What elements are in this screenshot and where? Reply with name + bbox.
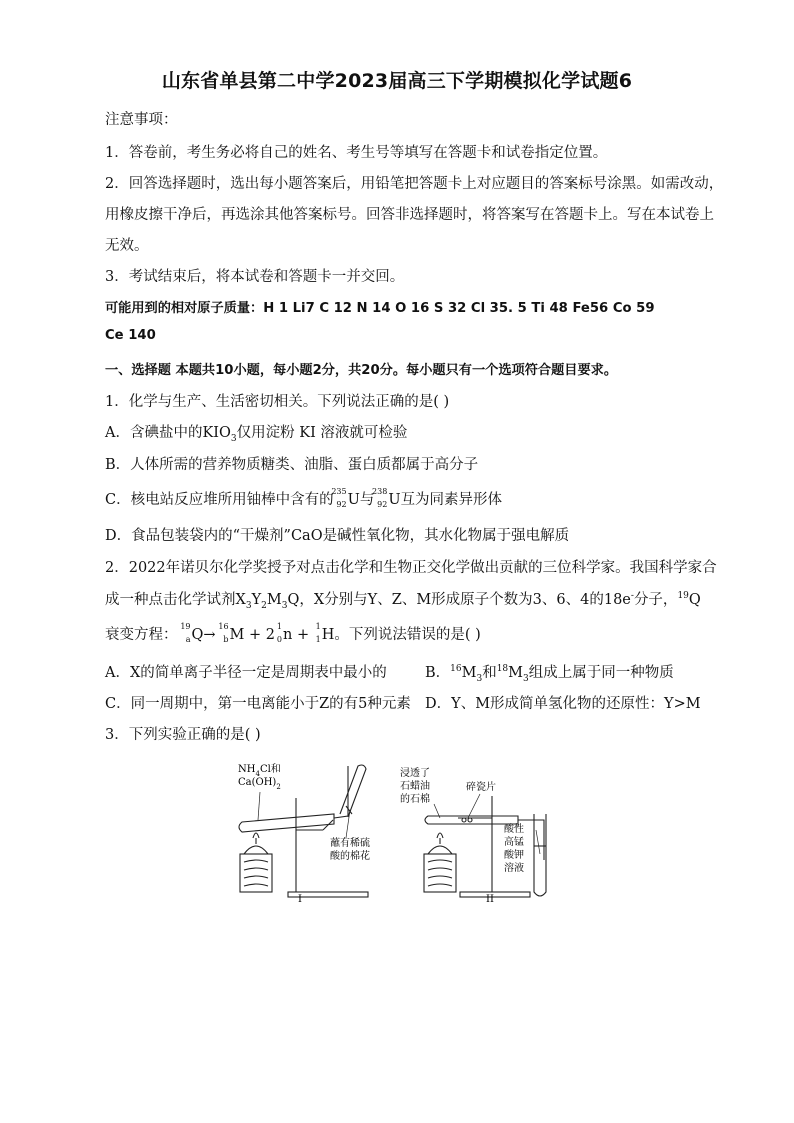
atomic-masses-line-1: 可能用到的相对原子质量：H 1 Li7 C 12 N 14 O 16 S 32 Cl 35. 5 Ti 48 Fe56 Co 59 (105, 301, 655, 316)
q2-option-c: C．同一周期中，第一电离能小于Z的有5种元素 (105, 696, 411, 712)
section-1-heading: 一、选择题 本题共10小题，每小题2分，共20分。每小题只有一个选项符合题目要求。 (105, 363, 618, 378)
q1-option-a: A．含碘盐中的$KIO_3$仅用淀粉 KI 溶液就可检验 (105, 425, 408, 444)
fig2-left-label-1: 浸透了 (400, 768, 430, 779)
q2-decay-equation: 衰变方程： 19 a Q→ 16 b M + 2 1 0 n + 1 1 H。下列说法错误的是( ) (105, 622, 481, 644)
notice-item-3: 3．考试结束后，将本试卷和答题卡一并交回。 (105, 269, 405, 285)
q1-option-c: C．核电站反应堆所用铀棒中含有的 235 92 U与 238 92 U互为同素异形体 (105, 487, 503, 509)
collection-tube-1 (340, 765, 366, 817)
q2-option-d: D．Y、M形成简单氢化物的还原性：Y>M (425, 696, 701, 712)
notice-heading: 注意事项： (105, 112, 178, 128)
q3-apparatus-figure (228, 758, 568, 908)
alcohol-lamp-2 (428, 846, 452, 854)
notice-item-2: 2．回答选择题时，选出每小题答案后，用铅笔把答题卡上对应题目的答案标号涂黑。如需改动， (105, 176, 724, 192)
stand-base-2 (460, 892, 530, 897)
q2-stem-line-2: 成一种点击化学试剂$X_3Y_2M_3Q$，X分别与Y、Z、M形成原子个数为3、6、4的18e-分子，$^{19}$Q (105, 591, 701, 611)
alcohol-lamp-1 (244, 846, 268, 854)
test-tube-1 (239, 814, 334, 832)
page-title: 山东省单县第二中学2023届高三下学期模拟化学试题6 (161, 70, 633, 92)
fig2-left-label-2: 石蜡油 (400, 781, 430, 792)
flame-2 (437, 833, 443, 838)
q2-stem-line-1: 2．2022年诺贝尔化学奖授予对点击化学和生物正交化学做出贡献的三位科学家。我国科学家合 (105, 560, 717, 576)
fig2-right-label-3: 酸钾 (504, 850, 524, 861)
fig2-top-label: 碎瓷片 (466, 782, 496, 793)
fig2-label: II (486, 894, 494, 905)
fig2-right-label-4: 溶液 (504, 863, 524, 874)
isotope-u235: 235 92 (331, 487, 347, 509)
notice-item-1: 1．答卷前，考生务必将自己的姓名、考生号等填写在答题卡和试卷指定位置。 (105, 145, 608, 161)
fig1-label: I (298, 894, 302, 905)
q2-option-a: A．X的简单离子半径一定是周期表中最小的 (105, 665, 387, 681)
fig2-left-label-3: 的石棉 (400, 794, 430, 805)
isotope-u238: 238 92 (372, 487, 388, 509)
q1-option-b: B．人体所需的营养物质糖类、油脂、蛋白质都属于高分子 (105, 457, 479, 473)
q2-option-b: B．$^{16}M_3$和$^{18}M_3$组成上属于同一种物质 (425, 664, 674, 684)
fig2-right-label-1: 酸性 (504, 824, 524, 835)
porcelain-chips (462, 818, 466, 822)
fig1-reagent-line-1: $NH_4Cl$和 (238, 764, 281, 778)
fig2-right-label-2: 高锰 (504, 837, 524, 848)
q1-stem: 1．化学与生产、生活密切相关。下列说法正确的是( ) (105, 394, 450, 410)
notice-item-2-cont: 用橡皮擦干净后，再选涂其他答案标号。回答非选择题时，将答案写在答题卡上。写在本试卷上 (105, 207, 714, 223)
flame-1 (253, 833, 259, 838)
notice-item-2-end: 无效。 (105, 238, 149, 254)
fig1-reagent-line-2: $Ca(OH)_2$ (238, 777, 281, 791)
q3-stem: 3．下列实验正确的是( ) (105, 727, 261, 743)
fig1-cotton-label-2: 酸的棉花 (330, 851, 370, 862)
q1-option-d: D．食品包装袋内的“干燥剂”CaO是碱性氧化物，其水化物属于强电解质 (105, 528, 570, 544)
atomic-masses-line-2: Ce 140 (105, 328, 156, 343)
fig1-cotton-label-1: 蘸有稀硫 (330, 838, 370, 849)
apparatus-diagram (228, 758, 568, 908)
